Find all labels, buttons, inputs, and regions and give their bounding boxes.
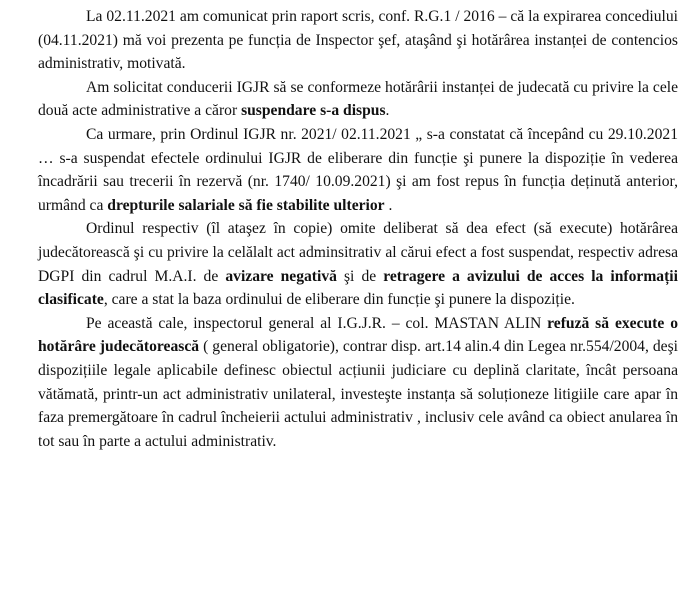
text-segment: Ca urmare, prin Ordinul IGJR nr. 2021/ 02.11.2021 „ s-a constatat că începând cu 29.10.2021 … s-a suspendat efectele ordinului IGJR de eliberare din funcție şi punere la dispoziție în vederea încadrării sau trecerii în rezervă (nr. 1740/ 10.09.2021) şi am fost repus în funcția deținută anterior, urmând ca <box>38 125 678 214</box>
text-segment: ( general obligatorie), contrar disp. art.14 alin.4 din Legea nr.554/2004, deşi dispozițiile legale aplicabile definesc obiectul acțiunii judiciare cu deplină claritate, încât persoana vătămată, printr-un act administrativ unilateral, investeşte instanța să soluționeze litigiile care apar în faza premergătoare în cadrul încheierii actului administrativ , inclusiv cele având ca obiect anularea în tot sau în parte a actului administrativ. <box>38 338 679 450</box>
text-segment: La 02.11.2021 am comunicat prin raport scris, conf. R.G.1 / 2016 – că la expirarea concediului (04.11.2021) mă voi prezenta pe funcția de Inspector şef, ataşând şi hotărârea instanței de contencios administrativ, motivată. <box>38 8 678 73</box>
paragraph-omission <box>38 217 678 311</box>
text-segment: Ordinul respectiv (îl ataşez în copie) omite deliberat să dea efect (să execute) hotărârea judecătorească şi cu privire la celălalt act adminsitrativ al cărui efect a fost suspendat, respectiv adresa DGPI din cadrul M.A.I. de <box>38 220 678 285</box>
text-segment: . <box>384 196 393 214</box>
bold-text-segment: retragere a avizului de acces la informații clasificate <box>38 267 678 309</box>
paragraph-request <box>38 76 678 123</box>
document-body <box>38 5 678 453</box>
text-segment: Am solicitat conducerii IGJR să se conformeze hotărârii instanței de judecată cu privire la cele două acte administrative a căror <box>38 78 678 120</box>
paragraph-notification <box>38 5 678 76</box>
text-segment: . <box>385 102 390 120</box>
bold-text-segment: drepturile salariale să fie stabilite ulterior <box>107 196 385 214</box>
text-segment: Pe această cale, inspectorul general al I.G.J.R. – col. MASTAN ALIN <box>86 314 548 332</box>
paragraph-order <box>38 123 678 217</box>
text-segment: şi de <box>336 267 384 285</box>
bold-text-segment: suspendare s-a dispus <box>241 102 386 120</box>
paragraph-refusal <box>38 312 678 454</box>
bold-text-segment: refuză să execute o hotărâre judecătorească <box>38 314 678 356</box>
text-segment: , care a stat la baza ordinului de eliberare din funcție şi punere la dispoziție. <box>103 291 575 309</box>
bold-text-segment: avizare negativă <box>225 267 337 285</box>
